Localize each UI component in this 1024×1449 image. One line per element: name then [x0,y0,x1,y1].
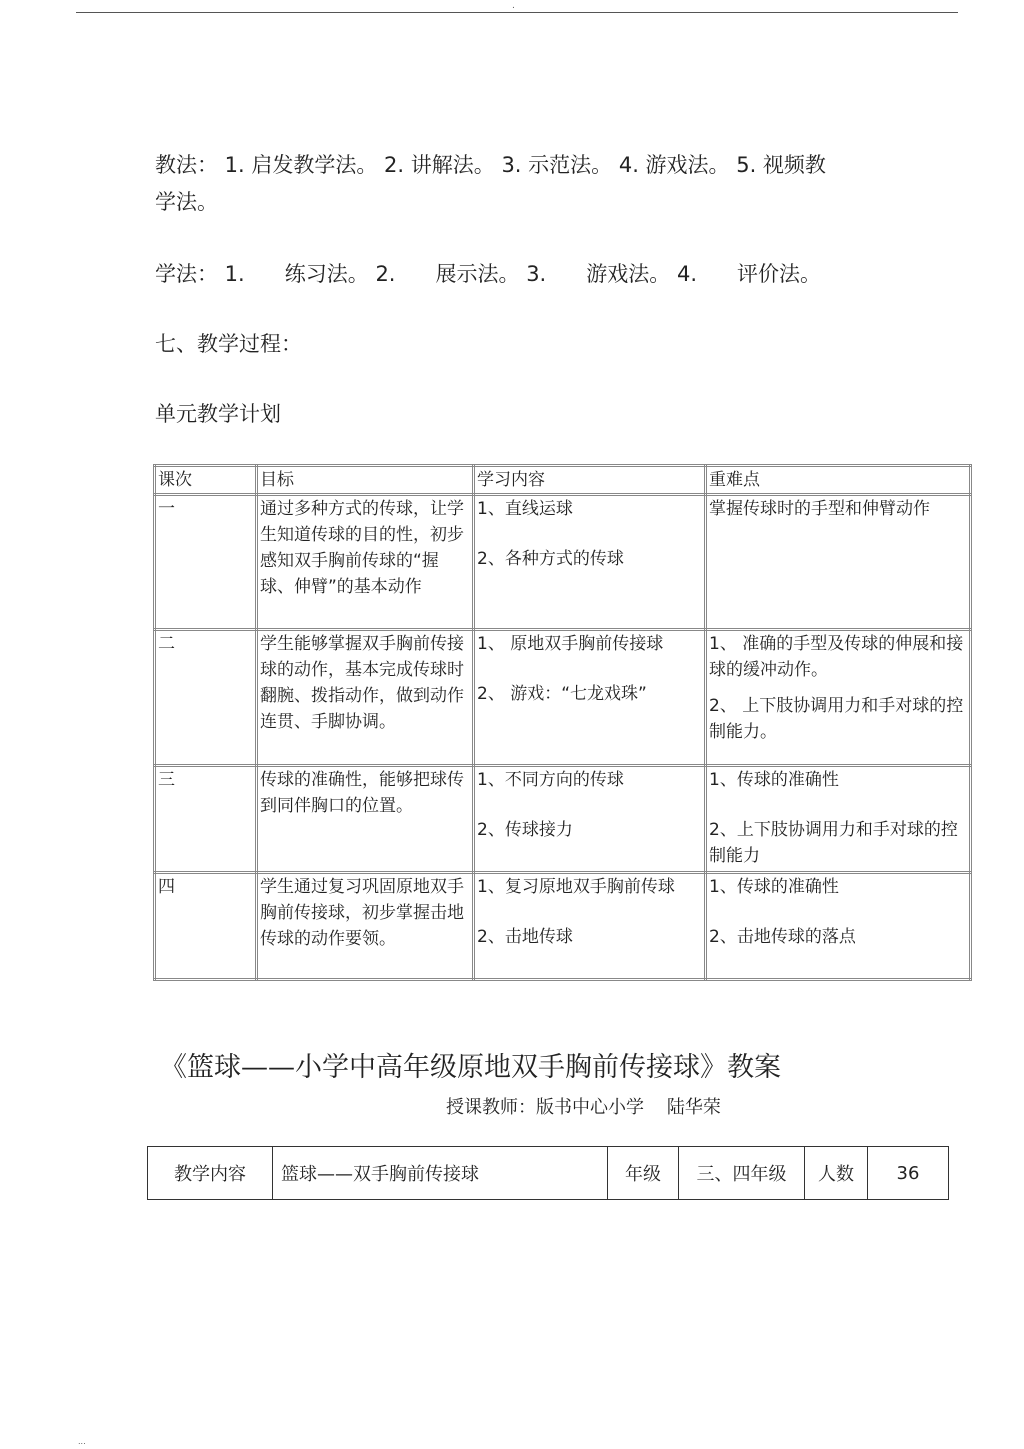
plan-title: 单元教学计划 [155,402,281,426]
header-content: 学习内容 [474,466,706,495]
key-item: 2、击地传球的落点 [709,927,856,947]
key-item: 2、 上下肢协调用力和手对球的控制能力。 [709,696,964,742]
footer-mark: ... [78,1437,86,1446]
key-item: 掌握传球时的手型和伸臂动作 [709,499,930,519]
info-row [148,1147,949,1200]
table-row [155,495,971,630]
key-item: 2、上下肢协调用力和手对球的控制能力 [709,820,958,866]
content-value: 篮球——双手胸前传接球 [273,1147,608,1200]
key-item: 1、传球的准确性 [709,877,839,897]
goal-cell: 传球的准确性，能够把球传到同伴胸口的位置。 [257,766,474,873]
content-cell [474,495,706,630]
key-cell [706,766,971,873]
teacher-line: 授课教师：版书中心小学 陆华荣 [446,1097,721,1118]
goal-cell: 学生通过复习巩固原地双手胸前传接球，初步掌握击地传球的动作要领。 [257,873,474,980]
count-value: 36 [868,1147,949,1200]
content-item: 1、直线运球 [477,499,573,519]
table-row [155,766,971,873]
lesson-plan-title: 《篮球——小学中高年级原地双手胸前传接球》教案 [160,1052,781,1083]
table-row [155,630,971,766]
content-item: 1、 原地双手胸前传接球 [477,634,664,654]
content-cell [474,766,706,873]
learning-methods: 学法： 1. 练习法。 2. 展示法。 3. 游戏法。 4. 评价法。 [155,262,822,286]
goal-cell: 通过多种方式的传球，让学生知道传球的目的性，初步感知双手胸前传球的“握球、伸臂”的基本动作 [257,495,474,630]
content-item: 1、复习原地双手胸前传球 [477,877,675,897]
grade-value: 三、四年级 [679,1147,805,1200]
lesson-info-table [147,1146,949,1200]
header-dot: . [512,1,515,11]
lesson-cell: 三 [155,766,257,873]
key-cell [706,630,971,766]
key-item: 1、传球的准确性 [709,770,839,790]
table-row [155,873,971,980]
content-item: 2、击地传球 [477,927,573,947]
lesson-cell: 一 [155,495,257,630]
unit-plan-table [153,464,972,981]
content-item: 2、传球接力 [477,820,573,840]
key-item: 1、 准确的手型及传球的伸展和接球的缓冲动作。 [709,634,964,680]
table-header-row [155,466,971,495]
key-cell [706,873,971,980]
content-label: 教学内容 [148,1147,273,1200]
teaching-methods-line1: 教法： 1. 启发教学法。 2. 讲解法。 3. 示范法。 4. 游戏法。 5. 视频教 [155,153,826,177]
content-item: 1、不同方向的传球 [477,770,624,790]
content-cell [474,630,706,766]
grade-label: 年级 [608,1147,679,1200]
count-label: 人数 [805,1147,868,1200]
teaching-methods-line2: 学法。 [155,190,218,214]
content-cell [474,873,706,980]
content-item: 2、各种方式的传球 [477,549,624,569]
section-title: 七、教学过程： [155,332,302,356]
goal-cell: 学生能够掌握双手胸前传接球的动作，基本完成传球时翻腕、拨指动作，做到动作连贯、手脚协调。 [257,630,474,766]
key-cell [706,495,971,630]
content-item: 2、 游戏：“七龙戏珠” [477,684,647,704]
lesson-cell: 二 [155,630,257,766]
header-key: 重难点 [706,466,971,495]
header-goal: 目标 [257,466,474,495]
lesson-cell: 四 [155,873,257,980]
header-lesson: 课次 [155,466,257,495]
header-rule [76,12,958,13]
